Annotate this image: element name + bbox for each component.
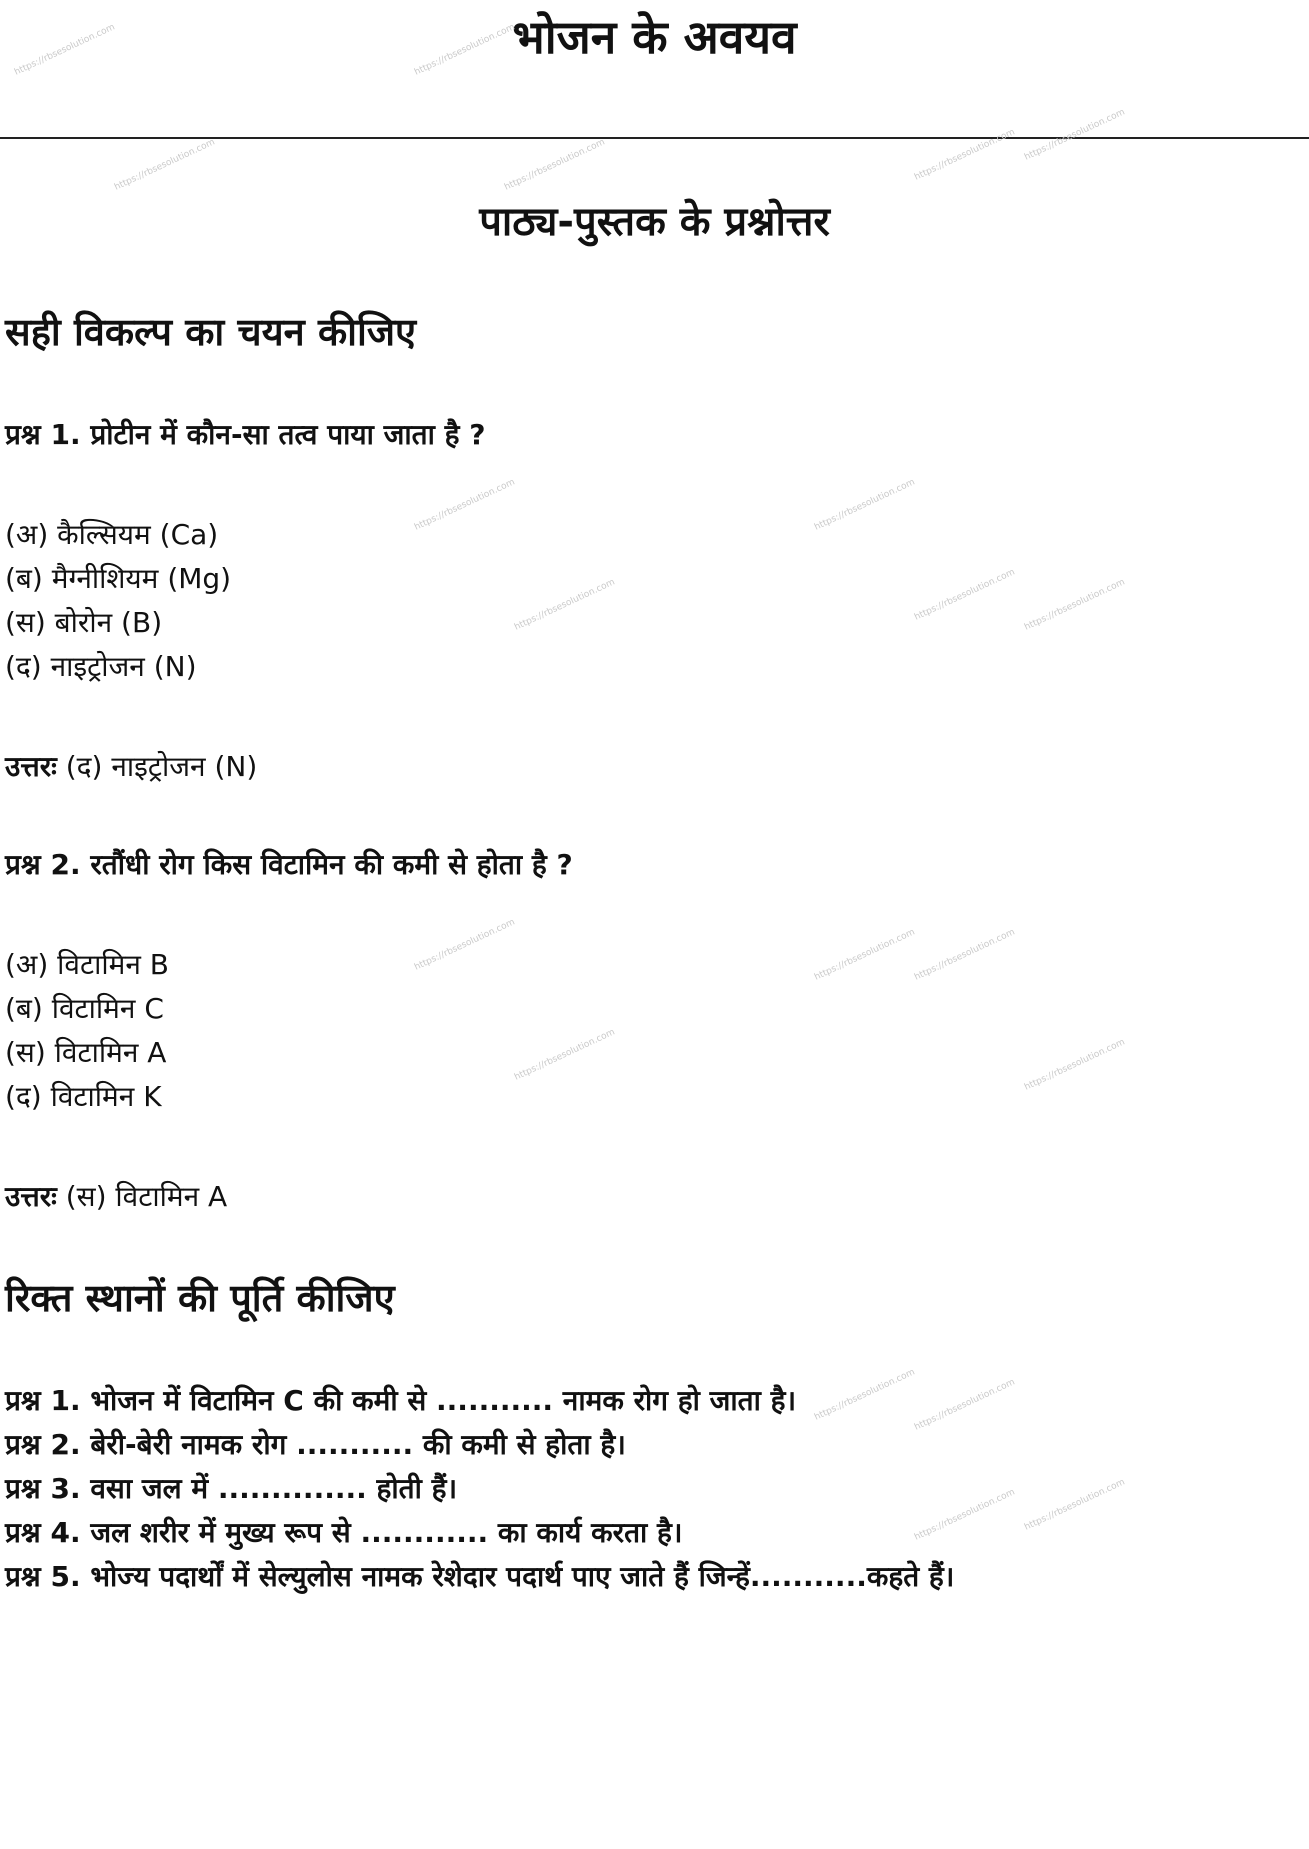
answer-label: उत्तरः — [5, 750, 57, 783]
watermark-text: https://rbsesolution.com — [813, 1367, 917, 1423]
mcq-answer-2 — [5, 1175, 227, 1219]
watermark-text: https://rbsesolution.com — [1023, 1037, 1127, 1093]
mcq-option: (अ) विटामिन B — [5, 948, 169, 981]
watermark-text: https://rbsesolution.com — [413, 477, 517, 533]
fill-blank-question: प्रश्न 4. जल शरीर में मुख्य रूप से ............ का कार्य करता है। — [5, 1516, 683, 1549]
fill-blank-question: प्रश्न 3. वसा जल में .............. होती हैं। — [5, 1472, 458, 1505]
fill-blanks-heading: रिक्त स्थानों की पूर्ति कीजिए — [5, 1276, 395, 1320]
mcq-heading: सही विकल्प का चयन कीजिए — [5, 310, 417, 354]
mcq-option: (अ) कैल्सियम (Ca) — [5, 518, 219, 551]
watermark-text: https://rbsesolution.com — [1023, 107, 1127, 163]
watermark-text: https://rbsesolution.com — [413, 917, 517, 973]
mcq-option: (द) नाइट्रोजन (N) — [5, 650, 197, 683]
title-divider — [0, 137, 1309, 139]
watermark-text: https://rbsesolution.com — [13, 22, 117, 78]
document-title: भोजन के अवयव — [512, 10, 797, 64]
watermark-text: https://rbsesolution.com — [413, 22, 517, 78]
section-title: पाठ्य-पुस्तक के प्रश्नोत्तर — [479, 199, 830, 245]
watermark-text: https://rbsesolution.com — [913, 927, 1017, 983]
mcq-option: (ब) विटामिन C — [5, 992, 164, 1025]
mcq-option: (द) विटामिन K — [5, 1080, 162, 1113]
fill-blanks-list — [5, 1379, 954, 1599]
answer-value: (द) नाइट्रोजन (N) — [65, 750, 258, 783]
watermark-text: https://rbsesolution.com — [1023, 577, 1127, 633]
mcq-options-1 — [5, 513, 231, 689]
watermark-text: https://rbsesolution.com — [913, 567, 1017, 623]
mcq-answer-1 — [5, 745, 257, 789]
fill-blank-question: प्रश्न 5. भोज्य पदार्थों में सेल्युलोस नामक रेशेदार पदार्थ पाए जाते हैं जिन्हें...........कहते हैं। — [5, 1560, 955, 1593]
watermark-text: https://rbsesolution.com — [513, 1027, 617, 1083]
fill-blank-question: प्रश्न 1. भोजन में विटामिन C की कमी से ........... नामक रोग हो जाता है। — [5, 1384, 797, 1417]
answer-label: उत्तरः — [5, 1180, 57, 1213]
watermark-text: https://rbsesolution.com — [813, 477, 917, 533]
mcq-options-2 — [5, 943, 169, 1119]
watermark-text: https://rbsesolution.com — [513, 577, 617, 633]
fill-blank-question: प्रश्न 2. बेरी-बेरी नामक रोग ........... की कमी से होता है। — [5, 1428, 626, 1461]
watermark-text: https://rbsesolution.com — [913, 1487, 1017, 1543]
mcq-option: (स) विटामिन A — [5, 1036, 167, 1069]
watermark-text: https://rbsesolution.com — [913, 1377, 1017, 1433]
watermark-text: https://rbsesolution.com — [1023, 1477, 1127, 1533]
answer-value: (स) विटामिन A — [65, 1180, 228, 1213]
watermark-text: https://rbsesolution.com — [913, 127, 1017, 183]
watermark-text: https://rbsesolution.com — [813, 927, 917, 983]
watermark-text: https://rbsesolution.com — [113, 137, 217, 193]
mcq-option: (स) बोरोन (B) — [5, 606, 163, 639]
mcq-question-2: प्रश्न 2. रतौंधी रोग किस विटामिन की कमी से होता है ? — [5, 848, 573, 881]
watermark-text: https://rbsesolution.com — [503, 137, 607, 193]
mcq-question-1: प्रश्न 1. प्रोटीन में कौन-सा तत्व पाया जाता है ? — [5, 418, 486, 451]
mcq-option: (ब) मैग्नीशियम (Mg) — [5, 562, 232, 595]
